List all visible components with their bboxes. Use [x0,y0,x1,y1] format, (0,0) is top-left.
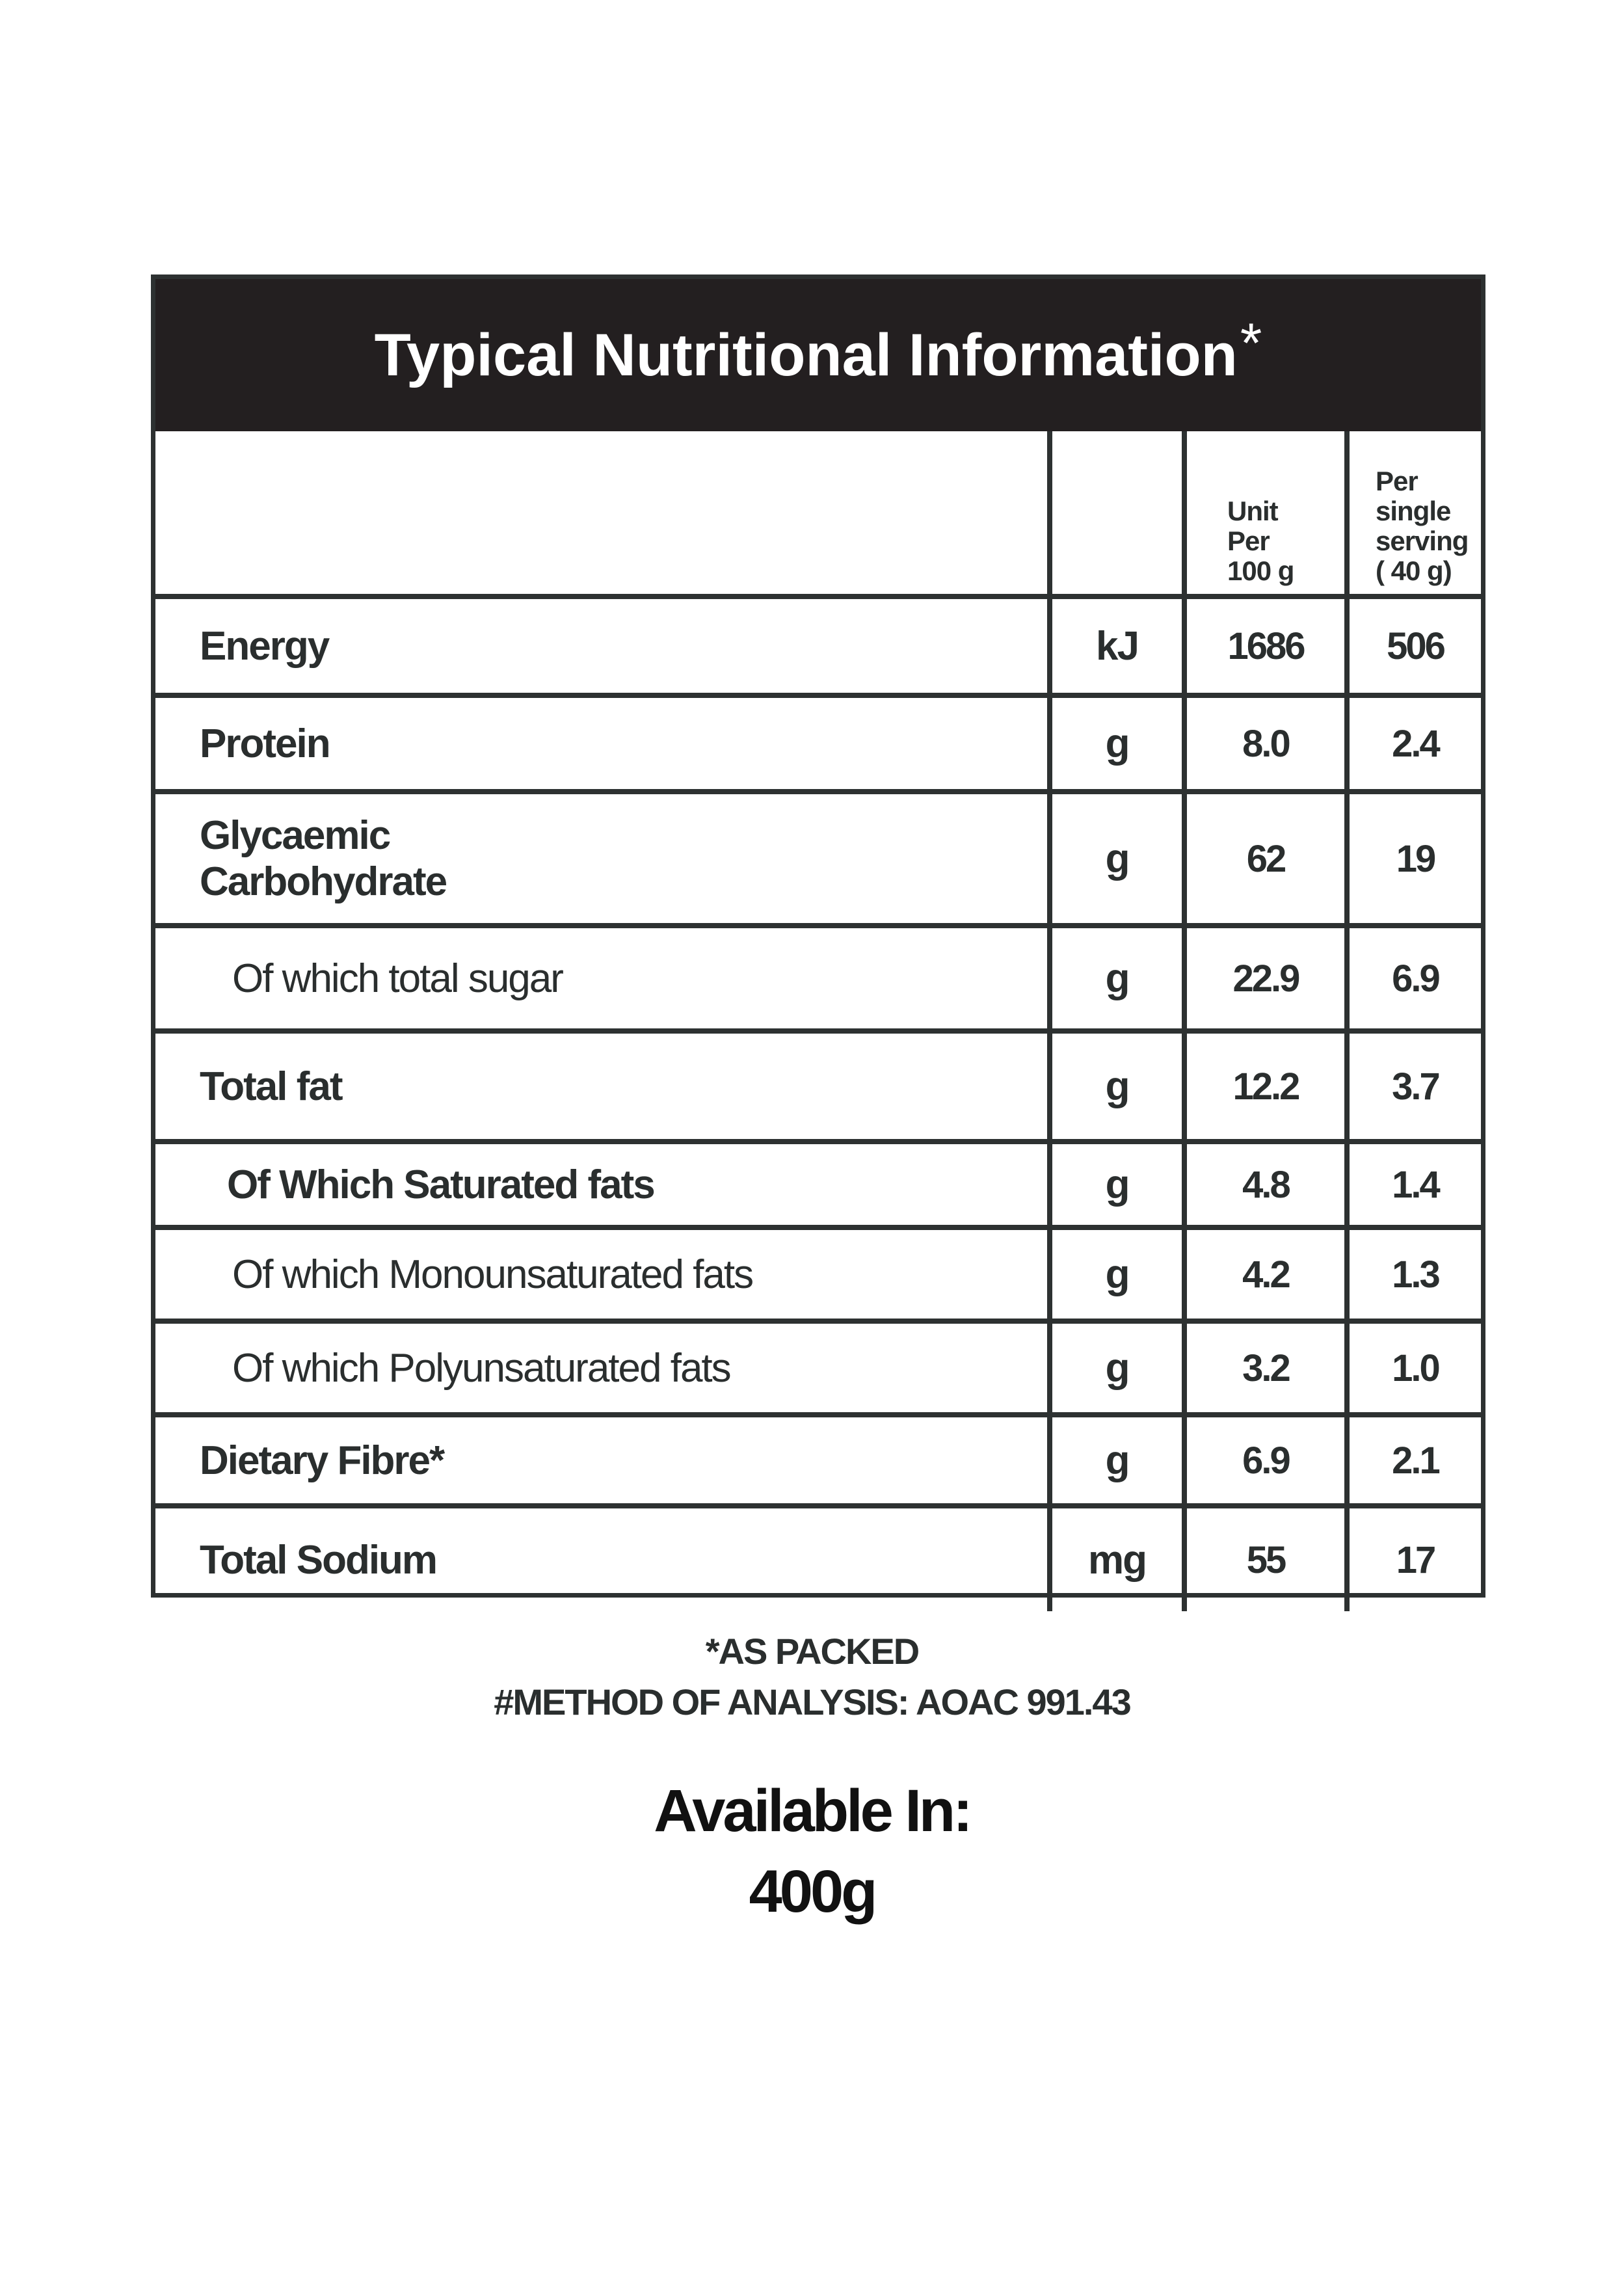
nutrient-unit: kJ [1050,596,1184,695]
table-row [155,792,1481,926]
nutrient-unit: g [1050,1415,1184,1506]
header-serving-line: ( 40 g) [1376,556,1452,586]
nutrient-unit: g [1050,1321,1184,1415]
panel-title [155,279,1481,431]
value-per-serving: 1.4 [1347,1142,1481,1227]
value-per-serving: 2.1 [1347,1415,1481,1506]
as-packed-note: *AS PACKED [705,1631,919,1672]
header-serving-line: single [1376,496,1451,526]
value-per-serving: 17 [1347,1506,1481,1611]
value-per-100g: 6.9 [1184,1415,1347,1506]
nutrient-name: Dietary Fibre* [155,1415,1050,1506]
header-serving-line: Per [1376,466,1418,496]
nutrient-name: Energy [155,596,1050,695]
nutrition-table [155,431,1481,1611]
header-per100-line: 100 g [1227,556,1294,586]
nutrient-name: Of which Polyunsaturated fats [155,1321,1050,1415]
title-asterisk: * [1240,312,1262,375]
pack-size: 400g [749,1858,875,1925]
table-row [155,1227,1481,1321]
nutrient-unit: g [1050,695,1184,792]
table-row [155,1142,1481,1227]
nutrient-unit: g [1050,1227,1184,1321]
value-per-100g: 1686 [1184,596,1347,695]
method-note: #METHOD OF ANALYSIS: AOAC 991.43 [494,1681,1130,1722]
value-per-100g: 4.8 [1184,1142,1347,1227]
value-per-serving: 19 [1347,792,1481,926]
value-per-100g: 8.0 [1184,695,1347,792]
nutrient-name: Total fat [155,1031,1050,1142]
value-per-100g: 12.2 [1184,1031,1347,1142]
header-per100-line: Per [1227,526,1270,556]
value-per-serving: 506 [1347,596,1481,695]
nutrition-panel [151,274,1485,1598]
nutrient-name: Total Sodium [155,1506,1050,1611]
value-per-100g: 22.9 [1184,926,1347,1031]
nutrient-unit: g [1050,1142,1184,1227]
header-unit-cell [1050,431,1184,596]
table-row [155,1321,1481,1415]
nutrient-name: Of which Monounsaturated fats [155,1227,1050,1321]
header-name-cell [155,431,1050,596]
header-per100-line: Unit [1227,496,1278,526]
table-row [155,1031,1481,1142]
header-per100-cell [1184,431,1347,596]
header-row [155,431,1481,596]
table-row [155,596,1481,695]
header-serving-cell [1347,431,1481,596]
nutrient-name-line: Carbohydrate [200,859,447,904]
table-row [155,695,1481,792]
available-in-label: Available In: [654,1778,970,1844]
value-per-serving: 2.4 [1347,695,1481,792]
value-per-100g: 4.2 [1184,1227,1347,1321]
header-serving-line: serving [1376,526,1469,556]
nutrient-unit: g [1050,1031,1184,1142]
table-row [155,1506,1481,1611]
nutrient-unit: mg [1050,1506,1184,1611]
table-row [155,926,1481,1031]
title-text: Typical Nutritional Information [374,321,1238,388]
value-per-100g: 62 [1184,792,1347,926]
nutrient-unit: g [1050,792,1184,926]
nutrient-name: Protein [155,695,1050,792]
nutrient-name: Of Which Saturated fats [155,1142,1050,1227]
value-per-100g: 55 [1184,1506,1347,1611]
value-per-serving: 6.9 [1347,926,1481,1031]
value-per-serving: 3.7 [1347,1031,1481,1142]
nutrient-name: Of which total sugar [155,926,1050,1031]
nutrient-unit: g [1050,926,1184,1031]
nutrient-name [155,792,1050,926]
value-per-100g: 3.2 [1184,1321,1347,1415]
nutrient-name-line: Glycaemic [200,813,390,858]
value-per-serving: 1.0 [1347,1321,1481,1415]
value-per-serving: 1.3 [1347,1227,1481,1321]
table-row [155,1415,1481,1506]
